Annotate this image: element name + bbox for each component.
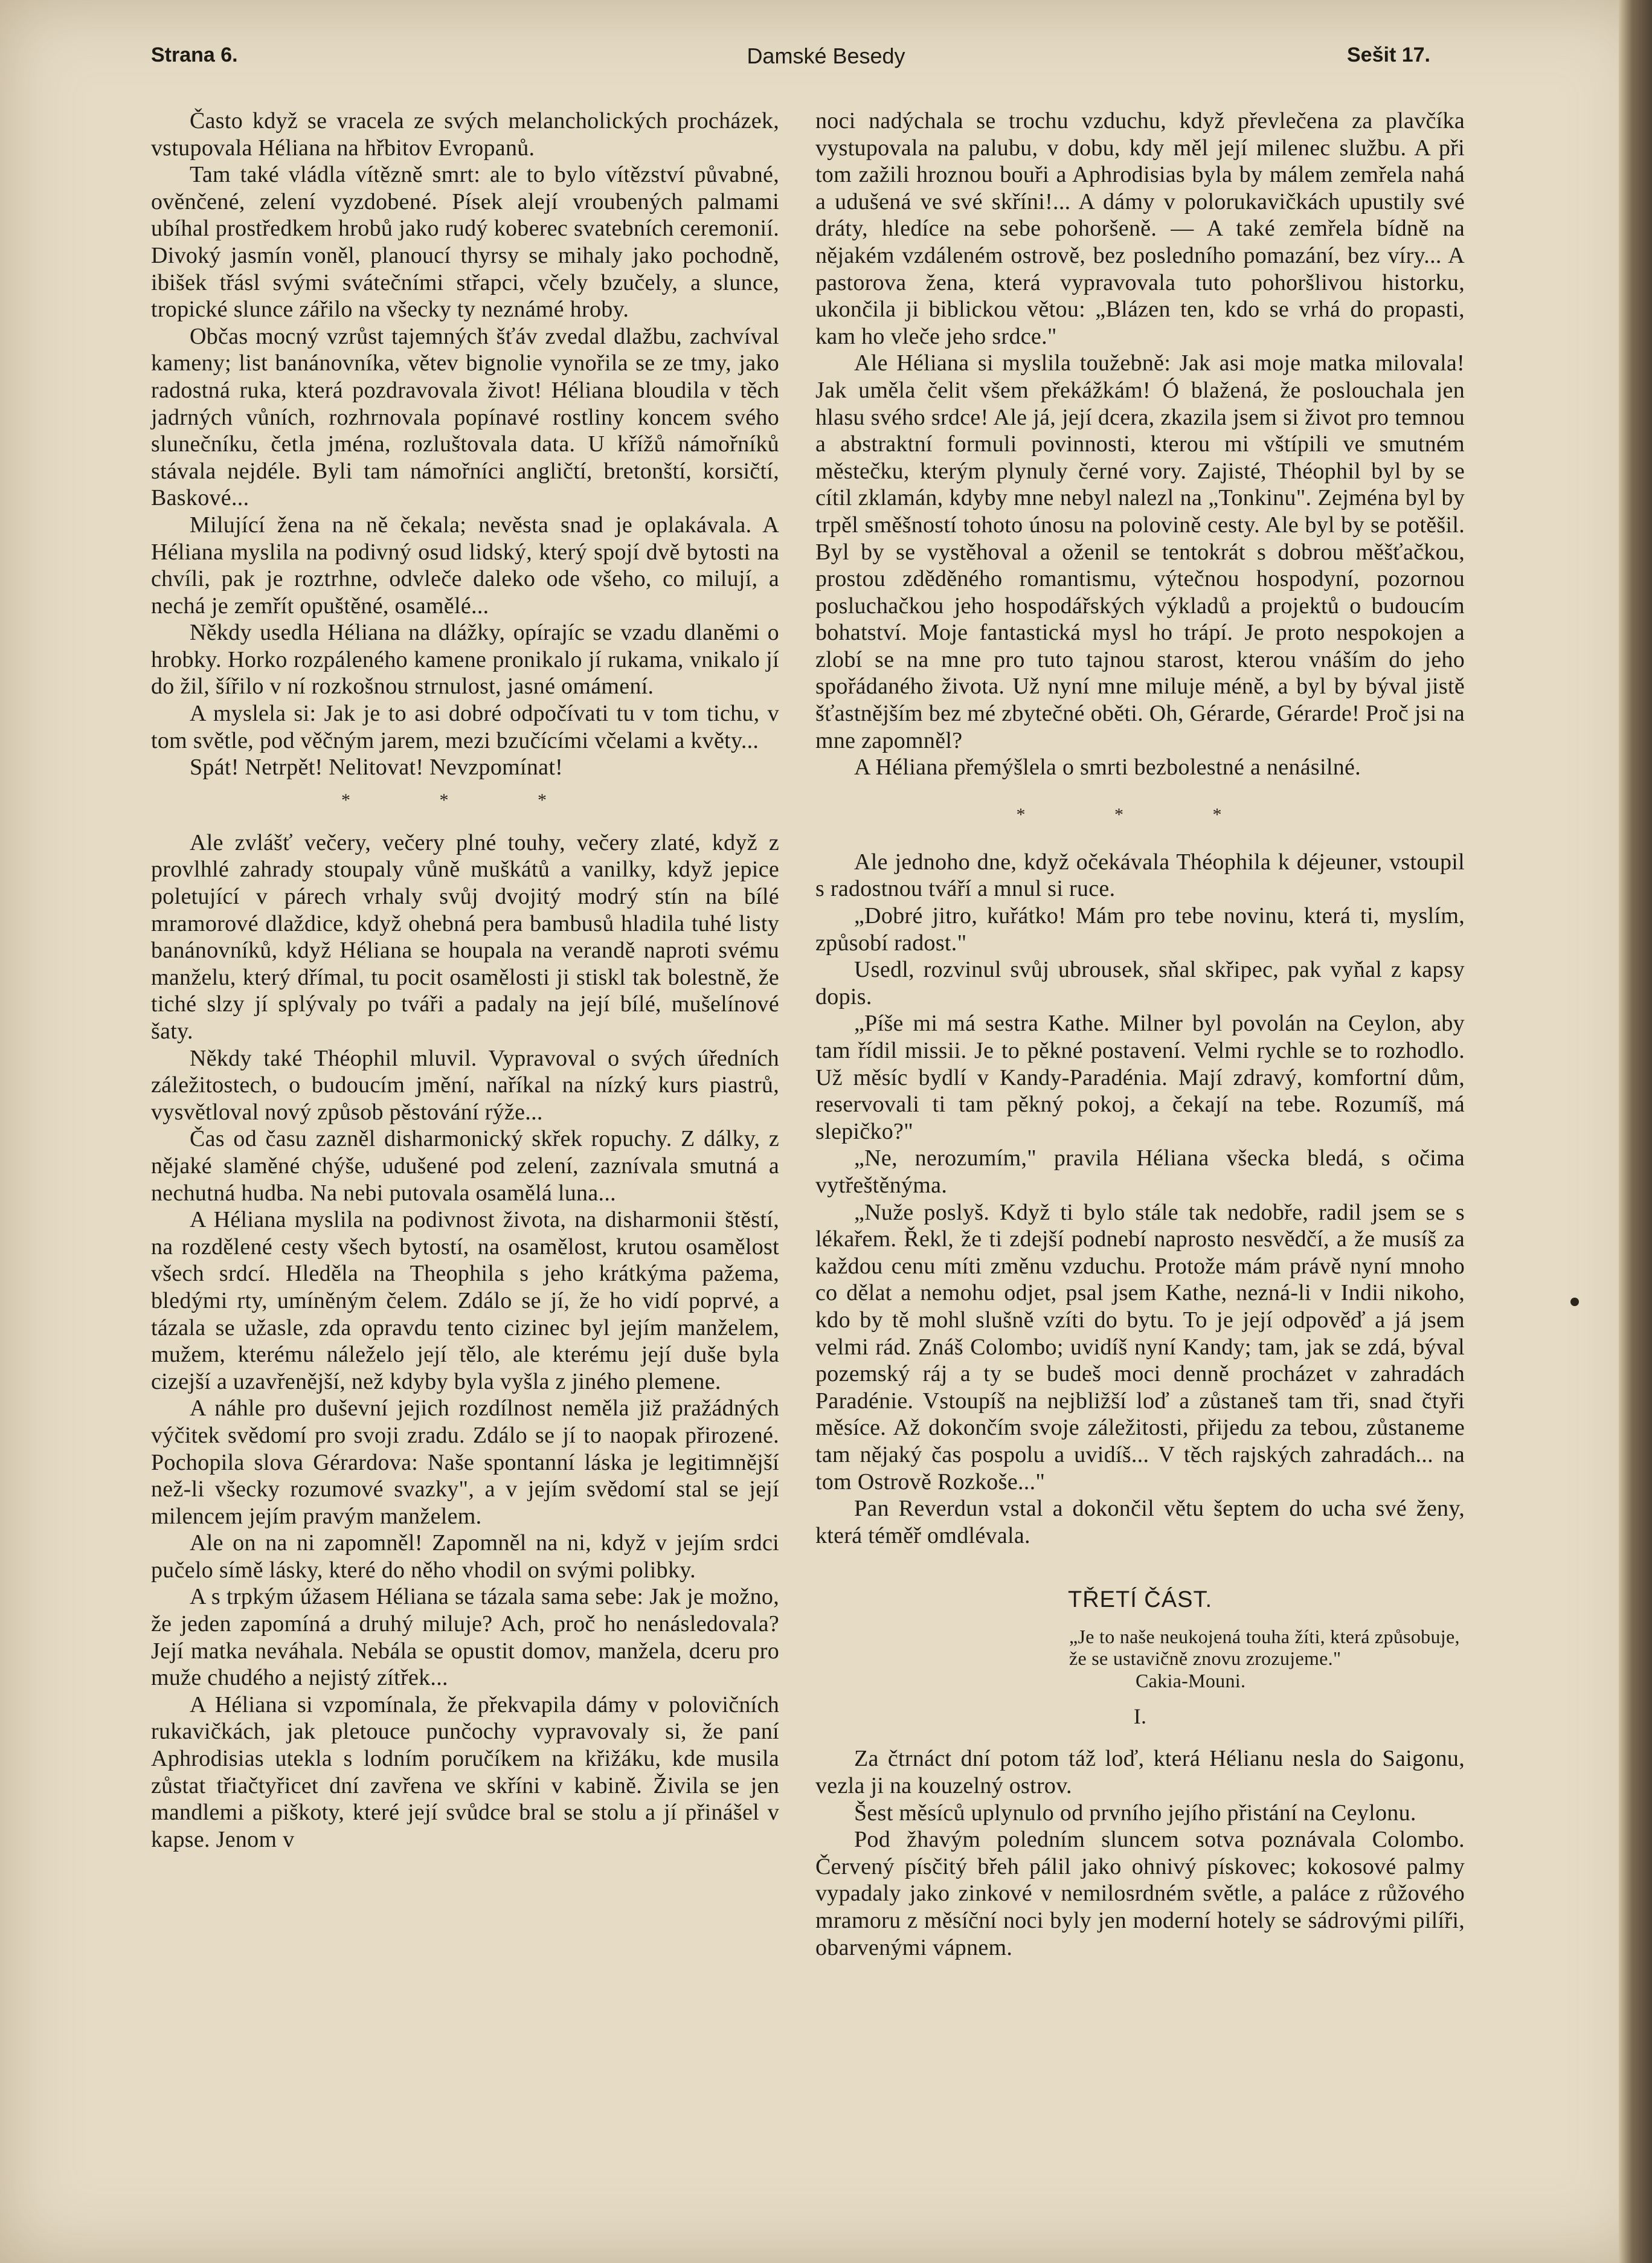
paragraph: „Nuže poslyš. Když ti bylo stále tak nedobře, radil jsem se s lékařem. Řekl, že ti zdejší podnebí naprosto nesvědčí, a že musíš za každou cenu míti změnu vzduchu. Protože mám právě nyní mnoho co dělat a nemohu odjet, psal jsem Kathe, nezná-li v Indii nikoho, kdo by tě mohl slušně vzíti do bytu. To je její odpověď a já jsem velmi rád. Znáš Colombo; uvidíš nyní Kandy; tam, jak se zdá, býval pozemský ráj a ty se budeš moci denně procházet v zahradách Paradénie. Vstoupíš na nejbližší loď a zůstaneš tam tři, snad čtyři měsíce. Až dokončím svoje záležitosti, přijedu za tebou, zůstaneme tam nějaký čas pospolu a uvidíš... V těch rajských zahradách... na tom Ostrově Rozkoše..." <box>815 1199 1465 1495</box>
motto: „Je to naše neukojená touha žíti, která způsobuje, že se ustavičně znovu zrozujeme." <box>1069 1625 1460 1669</box>
page-edge <box>1619 0 1652 2263</box>
motto-author: Cakia-Mouni. <box>1136 1669 1246 1692</box>
paragraph: Za čtrnáct dní potom táž loď, která Hélianu nesla do Saigonu, vezla ji na kouzelný ostrov. <box>815 1746 1465 1799</box>
paragraph: A Héliana si vzpomínala, že překvapila dámy v polovičních rukavičkách, jak pletouce punčochy vypravovaly si, že paní Aphrodisias utekla s lodním poručíkem na křižáku, kde musila zůstat třiačtyřicet dní zavřena ve skříni v kabině. Živila se jen mandlemi a piškoty, které její svůdce bral se stolu a jí přinášel v kapse. Jenom v <box>151 1692 779 1852</box>
section-separator: * * * <box>1016 804 1264 825</box>
paragraph: Pod žhavým poledním sluncem sotva poznávala Colombo. Červený písčitý břeh pálil jako ohnivý pískovec; kokosové palmy vypadaly jako zinkové v nemilosrdném světle, a paláce z růžového mramoru z měsíční noci byly jen moderní hotely se sádrovými pilíři, obarvenými vápnem. <box>815 1827 1465 1960</box>
issue-number: Sešit 17. <box>1347 43 1430 66</box>
paragraph: Čas od času zazněl disharmonický skřek ropuchy. Z dálky, z nějaké slaměné chýše, udušené pod zelení, zaznívala smutná a nechutná hudba. Na nebi putovala osamělá luna... <box>151 1126 779 1206</box>
paragraph: Tam také vládla vítězně smrt: ale to bylo vítězství půvabné, ověnčené, zelení vyzdobené. Písek alejí vroubených palmami ubíhal prostředkem hrobů jako rudý koberec svatebních ceremonií. Divoký jasmín voněl, planoucí thyrsy se mihaly jako pochodně, ibišek třásl svými svátečními střapci, včely bzučely, a slunce, tropické slunce zářilo na všecky ty neznámé hroby. <box>151 162 779 323</box>
paragraph: Ale Héliana si myslila toužebně: Jak asi moje matka milovala! Jak uměla čelit všem překážkám! Ó blažená, že poslouchala jen hlasu svého srdce! Ale já, její dcera, zkazila jsem si život pro temnou a abstraktní formuli povinnosti, kterou mi vštípili ve smutném městečku, kterým plynuly černé vory. Zajisté, Théophil byl by se cítil zklamán, kdyby mne nebyl nalezl na „Tonkinu". Zejména byl by trpěl směšností tohoto únosu na polovině cesty. Ale byl by se potěšil. Byl by se vystěhoval a oženil se tentokrát s dobrou měšťačkou, prostou zděděného romantismu, výtečnou hospodyní, pozornou posluchačkou jeho hospodářských výkladů a projektů o budoucím bohatství. Moje fantastická mysl ho trápí. Je proto nespokojen a zlobí se na mne pro tuto tajnou starost, kterou vnáším do jeho spořádaného života. Už nyní mne miluje méně, a byl by býval jistě šťastnějším bez mé zbytečné oběti. Oh, Gérarde, Gérarde! Proč jsi na mne zapomněl? <box>815 350 1465 753</box>
paragraph: A Héliana myslila na podivnost života, na disharmonii štěstí, na rozdělené cesty všech bytostí, na osamělost, krutou osamělost všech srdcí. Hleděla na Theophila s jeho krátkýma pažema, bledými rty, umíněným čelem. Zdálo se jí, že ho vidí poprvé, a tázala se užasle, zda opravdu tento cizinec byl jejím manželem, mužem, kterému náleželo její tělo, ale kterému její duše byla cizejší a uzavřenější, než kdyby byla vyšla z jiného plemene. <box>151 1207 779 1394</box>
paragraph: Ale jednoho dne, když očekávala Théophila k déjeuner, vstoupil s radostnou tváří a mnul si ruce. <box>815 849 1465 902</box>
paragraph: noci nadýchala se trochu vzduchu, když převlečena za plavčíka vystupovala na palubu, v dobu, kdy měl její milenec službu. A při tom zažili hroznou bouři a Aphrodisias byla by málem zemřela nahá a udušená ve své skříni!... A dámy v polorukavičkách upustily své dráty, hledíce na sebe pohoršeně. — A také zemřela bídně na nějakém vzdáleném ostrově, bez posledního pomazání, bez víry... A pastorova žena, která vypravovala tuto pohoršlivou historku, ukončila ji biblickou větou: „Blázen ten, kdo se vrhá do propasti, kam ho vleče jeho srdce." <box>815 108 1465 349</box>
section-separator: * * * <box>341 790 589 810</box>
paragraph: Ale zvlášť večery, večery plné touhy, večery zlaté, když z provlhlé zahrady stoupaly vůně muškátů a vanilky, když jepice poletující v párech vrhaly svůj dvojitý modrý stín na bílé mramorové dlaždice, když ohebná pera bambusů hladila tuhé listy banánovníků, když Héliana se houpala na verandě naproti svému manželu, který dřímal, tu pocit osamělosti ji stiskl tak bolestně, že tiché slzy jí splývaly po tváři a padaly na její bílé, mušelínové šaty. <box>151 829 779 1044</box>
paragraph: A myslela si: Jak je to asi dobré odpočívati tu v tom tichu, v tom světle, pod věčným jarem, mezi bzučícími včelami a květy... <box>151 701 779 753</box>
paragraph: Milující žena na ně čekala; nevěsta snad je oplakávala. A Héliana myslila na podivný osud lidský, který spojí dvě bytosti na chvíli, pak je roztrhne, odvleče daleko ode všeho, co milují, a nechá je zemřít opuštěné, osamělé... <box>151 512 779 619</box>
paragraph: „Ne, nerozumím," pravila Héliana všecka bledá, s očima vytřeštěnýma. <box>815 1145 1465 1198</box>
paragraph: Často když se vracela ze svých melancholických procházek, vstupovala Héliana na hřbitov Evropanů. <box>151 108 779 161</box>
paragraph: A náhle pro duševní jejich rozdílnost neměla již pražádných výčitek svědomí pro svoji zradu. Zdálo se jí to naopak přirozené. Pochopila slova Gérardova: Naše spontanní láska je legitimnější než-li všecky rozumové svazky", a v jejím svědomí stal se její milencem jejím pravým manželem. <box>151 1395 779 1529</box>
paragraph: Šest měsíců uplynulo od prvního jejího přistání na Ceylonu. <box>854 1800 1416 1826</box>
paragraph: Usedl, rozvinul svůj ubrousek, sňal skřipec, pak vyňal z kapsy dopis. <box>815 957 1465 1009</box>
chapter-number: I. <box>1133 1704 1147 1728</box>
paragraph: „Píše mi má sestra Kathe. Milner byl povolán na Ceylon, aby tam řídil missii. Je to pěkné postavení. Velmi rychle se to rozhodlo. Už měsíc bydlí v Kandy-Paradénia. Mají zdravý, komfortní dům, reservovali ti tam pěkný pokoj, a čekají na tebe. Rozumíš, má slepičko?" <box>815 1011 1465 1144</box>
left-column <box>151 108 779 1853</box>
paragraph: A Héliana přemýšlela o smrti bezbolestné a nenásilné. <box>854 755 1361 781</box>
part-title: TŘETÍ ČÁST. <box>1067 1587 1213 1613</box>
paragraph: Někdy usedla Héliana na dlážky, opírajíc se vzadu dlaněmi o hrobky. Horko rozpáleného kamene pronikalo jí rukama, vnikalo jí do žil, šířilo v ní rozkošnou strnulost, jasné omámení. <box>151 620 779 700</box>
ink-dot <box>1570 1298 1579 1306</box>
right-column <box>815 108 1465 1961</box>
paragraph: Občas mocný vzrůst tajemných šťáv zvedal dlažbu, zachvíval kameny; list banánovníka, větev bignolie vynořila se ze tmy, jako radostná ruka, která pozdravovala život! Héliana bloudila v těch jadrných vůních, rozhrnovala popínavé rostliny koncem svého slunečníku, četla jména, rozluštovala data. U křížů námořníků stávala nejdéle. Byli tam námořníci angličtí, bretonští, korsičtí, Baskové... <box>151 323 779 511</box>
paragraph: Ale on na ni zapomněl! Zapomněl na ni, když v jejím srdci pučelo símě lásky, které do něho vhodil on svými polibky. <box>151 1530 779 1583</box>
paragraph: A s trpkým úžasem Héliana se tázala sama sebe: Jak je možno, že jeden zapomíná a druhý miluje? Ach, proč ho nenásledovala? Její matka neváhala. Nebála se opustit domov, manžela, dceru pro muže chudého a nejistý zítřek... <box>151 1584 779 1691</box>
paragraph: Spát! Netrpět! Nelitovat! Nevzpomínat! <box>190 755 564 781</box>
paragraph: Někdy také Théophil mluvil. Vypravoval o svých úředních záležitostech, o budoucím jmění, naříkal na nízký kurs piastrů, vysvětloval nový způsob pěstování rýže... <box>151 1045 779 1125</box>
paragraph: „Dobré jitro, kuřátko! Mám pro tebe novinu, která ti, myslím, způsobí radost." <box>815 903 1465 956</box>
paragraph: Pan Reverdun vstal a dokončil větu šeptem do ucha své ženy, která téměř omdlévala. <box>815 1496 1465 1548</box>
magazine-title: Damské Besedy <box>747 43 905 68</box>
page-number: Strana 6. <box>151 43 238 66</box>
